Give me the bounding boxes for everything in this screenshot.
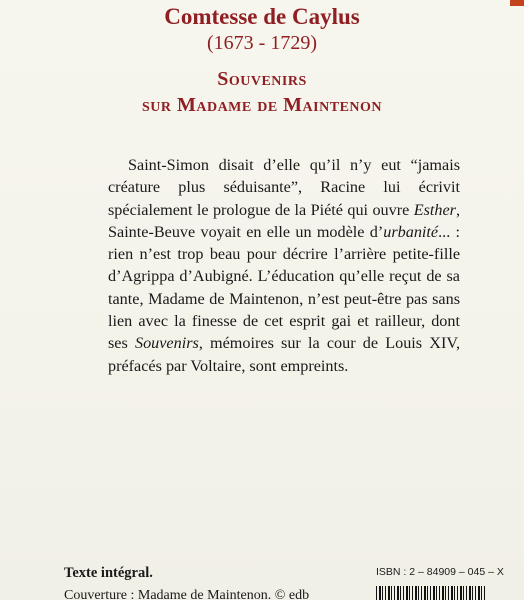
blurb-italic-urbanite: urbanité	[383, 222, 439, 241]
author-dates: (1673 - 1729)	[207, 32, 317, 54]
edition-label: Texte intégral.	[64, 565, 153, 581]
isbn-number: ISBN : 2 – 84909 – 045 – X	[376, 566, 504, 578]
blurb-segment-4: , mémoires sur la cour de Louis XIV, préfacés par Voltaire, sont empreints.	[108, 334, 460, 375]
author-name: Comtesse de Caylus	[164, 4, 360, 29]
blurb-segment-1: Saint-Simon disait d’elle qu’il n’y eut “jamais créature plus séduisante”, Racine lui écrivit spécialement le prologue de la Piété qui ouvre	[108, 156, 460, 219]
book-title-line-1: Souvenirs	[217, 68, 307, 90]
blurb-italic-souvenirs: Souvenirs	[134, 334, 199, 353]
blurb-paragraph	[108, 154, 460, 377]
book-title-line-2: sur Madame de Maintenon	[141, 94, 383, 116]
blurb-italic-esther: Esther	[413, 200, 456, 219]
blurb-segment-2: , Sainte-Beuve voyait en elle un modèle d’	[108, 200, 460, 241]
barcode	[376, 586, 486, 600]
blurb-segment-3: ... : rien n’est trop beau pour décrire l’arrière petite-fille d’Agrippa d’Aubigné. L’éducation qu’elle reçut de sa tante, Madame de Maintenon, n’est peut-être pas sans lien avec la finesse de cet esprit gai et railleur, dont ses	[108, 222, 460, 353]
blurb-text	[108, 154, 460, 377]
cover-credit: Couverture : Madame de Maintenon. © edb	[64, 588, 310, 600]
